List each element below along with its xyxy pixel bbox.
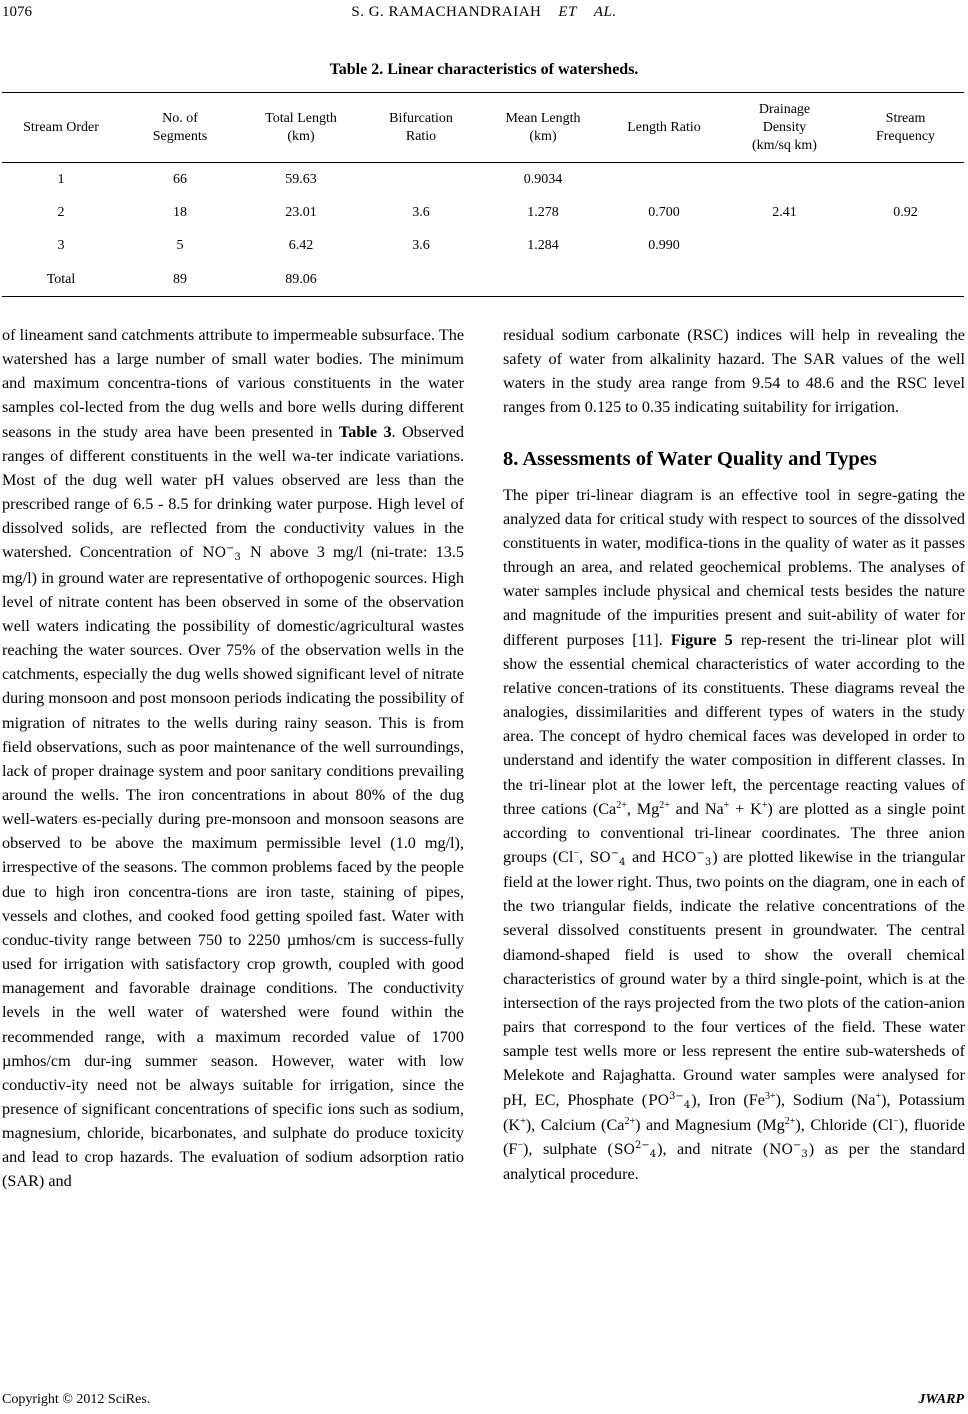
table-reference: Table 3: [338, 422, 392, 441]
text-run: ) and Magnesium (Mg: [635, 1115, 785, 1134]
text-run: , Mg: [626, 799, 660, 818]
table-cell: 3.6: [412, 204, 430, 220]
table-cell: 0.990: [648, 238, 680, 254]
table-header-cell: Total Length (km): [240, 93, 362, 163]
table-cell: [847, 230, 964, 264]
formula-base: SO: [613, 1141, 635, 1158]
section-heading: 8. Assessments of Water Quality and Types: [503, 447, 877, 470]
formula-base: SO: [589, 849, 611, 866]
text-run: ), Potassium (K: [503, 1090, 965, 1134]
table-cell: [847, 163, 964, 197]
table-header-cell: Stream Frequency: [847, 93, 964, 163]
text-run: and: [626, 847, 662, 866]
table-cell: 18: [173, 204, 187, 220]
table-header-cell: [120, 93, 240, 163]
figure-reference: Figure 5: [670, 630, 733, 649]
table-cell: [606, 163, 722, 197]
journal-name: JWARP: [918, 1392, 964, 1407]
running-head: S. G. RAMACHANDRAIAH ET AL.: [351, 4, 617, 20]
table-cell: 89: [120, 263, 240, 297]
table-cell: 0.92: [893, 204, 918, 220]
copyright-notice: Copyright © 2012 SciRes.: [2, 1392, 151, 1407]
table-cell: 1: [57, 171, 65, 187]
table-cell: [722, 263, 847, 297]
table-header-cell: Drainage Density (km/sq km): [722, 93, 847, 163]
table-cell: [722, 163, 847, 197]
table-cell: 5: [176, 238, 184, 254]
sulphate-formula: $SO^{2-}_4$: [613, 1139, 657, 1160]
text-run: and Na: [669, 799, 724, 818]
table-cell: 3.6: [412, 238, 430, 254]
table-cell: [480, 263, 606, 297]
table-cell: 3: [57, 238, 65, 254]
phosphate-formula: $PO^{3-}_4$: [648, 1090, 691, 1111]
table-header-cell: Length Ratio: [606, 93, 722, 163]
table-cell: 89.06: [240, 263, 362, 297]
table-cell: 6.42: [288, 238, 314, 254]
table-cell: 66: [173, 171, 187, 187]
table-header-row: [2, 93, 964, 163]
table-header-cell: Mean Length (km): [480, 93, 606, 163]
text-run: ), fluoride (F: [503, 1115, 966, 1158]
text-run: + K: [729, 799, 762, 818]
text-run: ), Chloride (Cl: [795, 1115, 894, 1134]
table-cell: Total: [2, 263, 120, 297]
text-run: ) as per the standard analytical procedure.: [503, 1139, 966, 1183]
header-line: No. of: [162, 110, 198, 126]
table-cell: 59.63: [285, 171, 317, 187]
header-line: Segments: [152, 128, 208, 144]
formula-base: HCO: [662, 849, 697, 866]
page-header: [0, 4, 968, 26]
text-run: ), and nitrate (: [657, 1139, 769, 1158]
text-run: ) are plotted as a single point according to conventional tri-linear coordinates. The three anion groups (Cl: [503, 799, 965, 866]
table-cell: [362, 263, 480, 297]
table-cell: [722, 230, 847, 264]
sulphate-formula: $SO^-_4$: [589, 847, 626, 868]
formula-base: PO: [648, 1092, 670, 1109]
table-cell: 2: [57, 204, 65, 220]
table-row-total: [2, 263, 964, 297]
table-caption: Table 2. Linear characteristics of watersheds.: [329, 61, 639, 78]
formula-base: NO: [769, 1141, 793, 1158]
nitrate-formula: $NO^-_3$: [769, 1139, 808, 1160]
table-row: [2, 163, 964, 197]
table-header-cell: Bifurcation Ratio: [362, 93, 480, 163]
formula-base: NO: [202, 545, 227, 562]
text-run: of lineament sand catchments attribute to impermeable subsurface. The watershed has a large number of small water bodies. The minimum and maximum concentra-tions of various constituents in the water samples col-lected from the dug wells and bore wells during different seasons in the study area have been presented in: [2, 326, 464, 441]
nitrate-formula: $NO^-_3$: [202, 543, 241, 564]
table-header-cell: Stream Order: [2, 93, 120, 163]
text-run: The piper tri-linear diagram is an effective tool in segre-gating the analyzed data for critical study with respect to sources of the dissolved constituents in water, modifica-tions in the quality of water as it passes through an area, and related geochemical problems. The analyses of water samples include physical and chemical tests besides the nature and magnitude of the impurities present and suit-ability of water for different purposes [11].: [503, 485, 965, 649]
table-cell: 0.700: [648, 204, 680, 220]
table-row: [2, 196, 964, 230]
bicarbonate-formula: $HCO^-_3$: [662, 847, 712, 868]
page-number: 1076: [2, 4, 32, 20]
text-run: ) are plotted likewise in the triangular field at the lower right. Thus, two points on the diagram, one in each of the two triangular fields, indicate the relative concentrations of the several dissolved constituents present in groundwater. The central diamond-shaped field is used to show the overall chemical characteristics of ground water by a third single-point, which is at the intersection of the rays projected from the two plots of the cation-anion pairs that correspond to the four vertices of the field. These water sample test wells more or less represent the entire sub-watersheds of Melekote and Rajaghatta. Ground water samples were analysed for pH, EC, Phosphate (: [503, 847, 966, 1109]
table-cell: 1.284: [527, 238, 559, 254]
right-column: [503, 323, 965, 1186]
table-cell: [847, 263, 964, 297]
text-run: ), Iron (Fe: [691, 1090, 765, 1109]
text-run: ), Calcium (Ca: [525, 1115, 625, 1134]
text-run: ), Sodium (Na: [775, 1090, 876, 1109]
text-run: N above 3 mg/l (ni-trate: 13.5 mg/l) in ground water are representative of orthopogenic sources. High level of nitrate content has been observed in some of the observation well waters indicating the possibility of domestic/agricultural wastes reaching the water sources. Over 75% of the observation wells in the catchments, especially the dug wells showed significant level of nitrate during monsoon and post monsoon periods indicating the possibility of migration of nitrates to the wells during rainy season. This is from field observations, such as poor maintenance of the well surroundings, lack of proper drainage system and poor sanitary conditions prevailing around the wells. The iron concentrations in about 80% of the dug well-waters es-pecially during pre-monsoon and monsoon seasons are observed to be above the maximum permissible level (1.0 mg/l), irrespective of the seasons. The common problems faced by the people due to high iron concentra-tions are iron taste, staining of pipes, vessels and clothes, and cooked food getting spoiled fast. Water with conduc-tivity range between 750 to 2250 µmhos/cm is success-fully used for irrigation with satisfactory crop growth, coupled with good management and favorable drainage conditions. The conductivity levels in the well water of watershed were found within the recommended range, with a maximum recorded value of 1700 µmhos/cm dur-ing summer season. However, water with low conductiv-ity need not be always suitable for irrigation, since the presence of significant concentrations of specific ions such as sodium, magnesium, chloride, bicarbonates, and sulphate do produce toxicity and lead to crop hazards. The evaluation of sodium adsorption ratio (SAR) and: [2, 543, 464, 1191]
text-run: rep-resent the tri-linear plot will show the essential chemical characteristics of water according to the relative concen-trations of its constituents. These diagrams reveal the analogies, dissimilarities and different types of waters in the study area. The concept of hydro chemical faces was developed in order to understand and identify the water composition in different classes. In the tri-linear plot at the lower left, the percentage reacting values of three cations (Ca: [503, 630, 966, 818]
text-run: . Observed ranges of different constituents in the well wa-ter indicate variations. Most of the dug well water pH values observed are less than the prescribed range of 6.5 - 8.5 for drinking water purpose. High level of dissolved solids, are reflected from the conductivity values in the watershed. Concentration of: [2, 422, 465, 562]
table-row: [2, 230, 964, 264]
table-cell: 2.41: [772, 204, 797, 220]
table-cell: 23.01: [285, 204, 317, 220]
body-paragraph: The piper tri-linear diagram is an effective tool in segre-gating the analyzed data for critical study with respect to sources of the dissolved constituents in water, modifica-tions in the quality of water as it passes through an area, and related geochemical problems. The analyses of water samples include physical and chemical tests besides the nature and magnitude of the impurities present and suit-ability of water for different purposes [11]. Figure 5 rep-resent the tri-linear plot will show the essential chemical characteristics of water according to the relative concen-trations of its constituents. These diagrams reveal the analogies, dissimilarities and different types of waters in the study area. The concept of hydro chemical faces was developed in order to understand and identify the water composition in different classes. In the tri-linear plot at the lower left, the percentage reacting values of three cations ($Ca^{2+}$, $Mg^{2+}$ and Na+ + K+) are plotted as a single point according to conventional tri-linear coordinates. The three anion groups (Cl−, $SO^-_4$ and $HCO^-_3$) are plotted likewise in the triangular field at the lower right. Thus, two points on the diagram, one in each of the two triangular fields, indicate the relative concentrations of the several dissolved constituents present in groundwater. The central diamond-shaped field is used to show the overall chemical characteristics of ground water by a third single-point, which is at the intersection of the rays projected from the two plots of the cation-anion pairs that correspond to the four vertices of the field. These water sample test wells more or less represent the entire sub-watersheds of Melekote and Rajaghatta. Ground water samples were analysed for pH, EC, Phosphate $(PO^{3-}_4)$, Iron $(Fe^{3+})$, Sodium (Na+), Potassium (K+), Calcium $(Ca^{2+})$ and Magnesium $(Mg^{2+})$, Chloride (Cl−), fluoride (F−), sulphate $(SO^{2-}_4)$, and nitrate $(NO^-_3)$ as per the standard analytical procedure.: [503, 485, 966, 1183]
table-cell: 1.278: [527, 204, 559, 220]
body-paragraph: residual sodium carbonate (RSC) indices will help in revealing the safety of water from alkalinity hazard. The SAR values of the well waters in the study area range from 9.54 to 48.6 and the RSC level ranges from 0.125 to 0.35 indicating suitability for irrigation.: [503, 326, 965, 417]
text-run: ,: [578, 847, 589, 866]
table-cell: 0.9034: [523, 171, 563, 187]
table-cell: [606, 263, 722, 297]
table-cell: [362, 163, 480, 197]
body-paragraph: [2, 323, 464, 1194]
left-column: [2, 323, 464, 1194]
linear-characteristics-table: [2, 92, 964, 297]
text-run: ), sulphate (: [523, 1139, 613, 1158]
